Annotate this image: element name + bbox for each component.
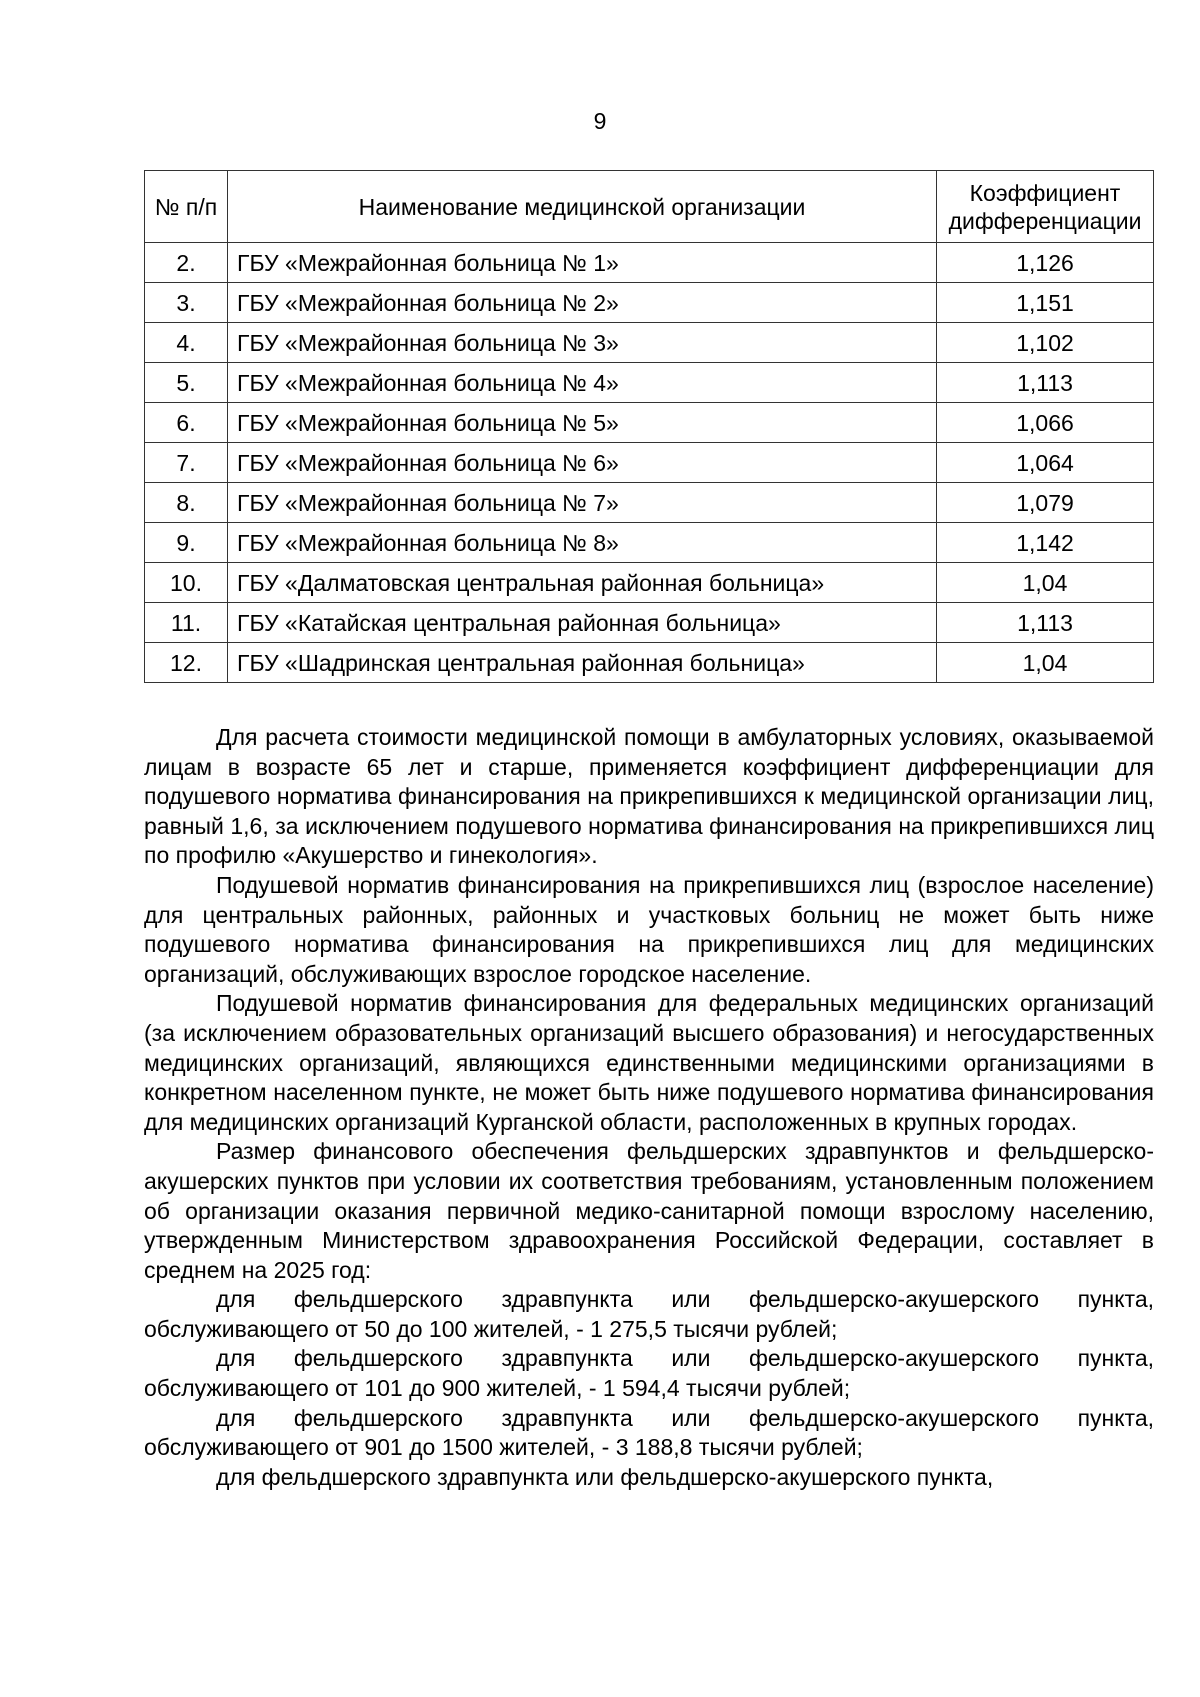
row-number: 9. xyxy=(145,523,228,563)
row-org-name: ГБУ «Межрайонная больница № 5» xyxy=(228,403,937,443)
row-number: 6. xyxy=(145,403,228,443)
row-org-name: ГБУ «Межрайонная больница № 7» xyxy=(228,483,937,523)
row-org-name: ГБУ «Катайская центральная районная больница» xyxy=(228,603,937,643)
paragraph: Подушевой норматив финансирования на прикрепившихся лиц (взрослое население) для центральных районных, районных и участковых больниц не может быть ниже подушевого норматива финансирования на прикрепившихся лиц для медицинских организаций, обслуживающих взрослое городское население. xyxy=(144,871,1154,987)
row-org-name: ГБУ «Межрайонная больница № 8» xyxy=(228,523,937,563)
row-number: 5. xyxy=(145,363,228,403)
header-coefficient: Коэффициент дифференциации xyxy=(937,171,1154,243)
table-row xyxy=(145,643,1154,683)
header-number: № п/п xyxy=(145,171,228,243)
row-number: 10. xyxy=(145,563,228,603)
table-row xyxy=(145,523,1154,563)
row-number: 7. xyxy=(145,443,228,483)
page-number: 9 xyxy=(593,108,607,134)
row-number: 4. xyxy=(145,323,228,363)
table-row xyxy=(145,323,1154,363)
row-coefficient: 1,151 xyxy=(937,283,1154,323)
table-header-row xyxy=(145,171,1154,243)
row-number: 8. xyxy=(145,483,228,523)
table-row xyxy=(145,563,1154,603)
row-org-name: ГБУ «Межрайонная больница № 3» xyxy=(228,323,937,363)
row-coefficient: 1,04 xyxy=(937,563,1154,603)
paragraph: для фельдшерского здравпункта или фельдшерско-акушерского пункта, обслуживающего от 101 до 900 жителей, - 1 594,4 тысячи рублей; xyxy=(144,1345,1154,1402)
table-row xyxy=(145,363,1154,403)
row-coefficient: 1,113 xyxy=(937,363,1154,403)
row-number: 3. xyxy=(145,283,228,323)
row-coefficient: 1,079 xyxy=(937,483,1154,523)
row-coefficient: 1,102 xyxy=(937,323,1154,363)
coefficient-table xyxy=(144,170,1154,683)
table-row xyxy=(145,603,1154,643)
table-row xyxy=(145,243,1154,283)
row-number: 11. xyxy=(145,603,228,643)
paragraph: Для расчета стоимости медицинской помощи в амбулаторных условиях, оказываемой лицам в возрасте 65 лет и старше, применяется коэффициент дифференциации для подушевого норматива финансирования на прикрепившихся к медицинской организации лиц, равный 1,6, за исключением подушевого норматива финансирования на прикрепившихся лиц по профилю «Акушерство и гинекология». xyxy=(144,724,1154,869)
row-org-name: ГБУ «Шадринская центральная районная больница» xyxy=(228,643,937,683)
row-coefficient: 1,126 xyxy=(937,243,1154,283)
table-row xyxy=(145,283,1154,323)
header-org-name: Наименование медицинской организации xyxy=(228,171,937,243)
row-coefficient: 1,064 xyxy=(937,443,1154,483)
row-number: 12. xyxy=(145,643,228,683)
paragraph: для фельдшерского здравпункта или фельдшерско-акушерского пункта, xyxy=(216,1463,994,1490)
row-org-name: ГБУ «Далматовская центральная районная больница» xyxy=(228,563,937,603)
table-row xyxy=(145,483,1154,523)
row-coefficient: 1,142 xyxy=(937,523,1154,563)
row-coefficient: 1,04 xyxy=(937,643,1154,683)
row-org-name: ГБУ «Межрайонная больница № 1» xyxy=(228,243,937,283)
row-org-name: ГБУ «Межрайонная больница № 4» xyxy=(228,363,937,403)
row-coefficient: 1,113 xyxy=(937,603,1154,643)
table-row xyxy=(145,403,1154,443)
paragraph: для фельдшерского здравпункта или фельдшерско-акушерского пункта, обслуживающего от 901 до 1500 жителей, - 3 188,8 тысячи рублей; xyxy=(144,1404,1154,1461)
row-number: 2. xyxy=(145,243,228,283)
paragraph: для фельдшерского здравпункта или фельдшерско-акушерского пункта, обслуживающего от 50 до 100 жителей, - 1 275,5 тысячи рублей; xyxy=(144,1286,1154,1342)
row-org-name: ГБУ «Межрайонная больница № 2» xyxy=(228,283,937,323)
row-coefficient: 1,066 xyxy=(937,403,1154,443)
body-text xyxy=(144,723,1154,1492)
paragraph: Размер финансового обеспечения фельдшерских здравпунктов и фельдшерско-акушерских пунктов при условии их соответствия требованиям, установленным положением об организации оказания первичной медико-санитарной помощи взрослому населению, утвержденным Министерством здравоохранения Российской Федерации, составляет в среднем на 2025 год: xyxy=(144,1138,1154,1283)
paragraph: Подушевой норматив финансирования для федеральных медицинских организаций (за исключением образовательных организаций высшего образования) и негосударственных медицинских организаций, являющихся единственными медицинскими организациями в конкретном населенном пункте, не может быть ниже подушевого норматива финансирования для медицинских организаций Курганской области, расположенных в крупных городах. xyxy=(144,990,1154,1135)
table-row xyxy=(145,443,1154,483)
row-org-name: ГБУ «Межрайонная больница № 6» xyxy=(228,443,937,483)
